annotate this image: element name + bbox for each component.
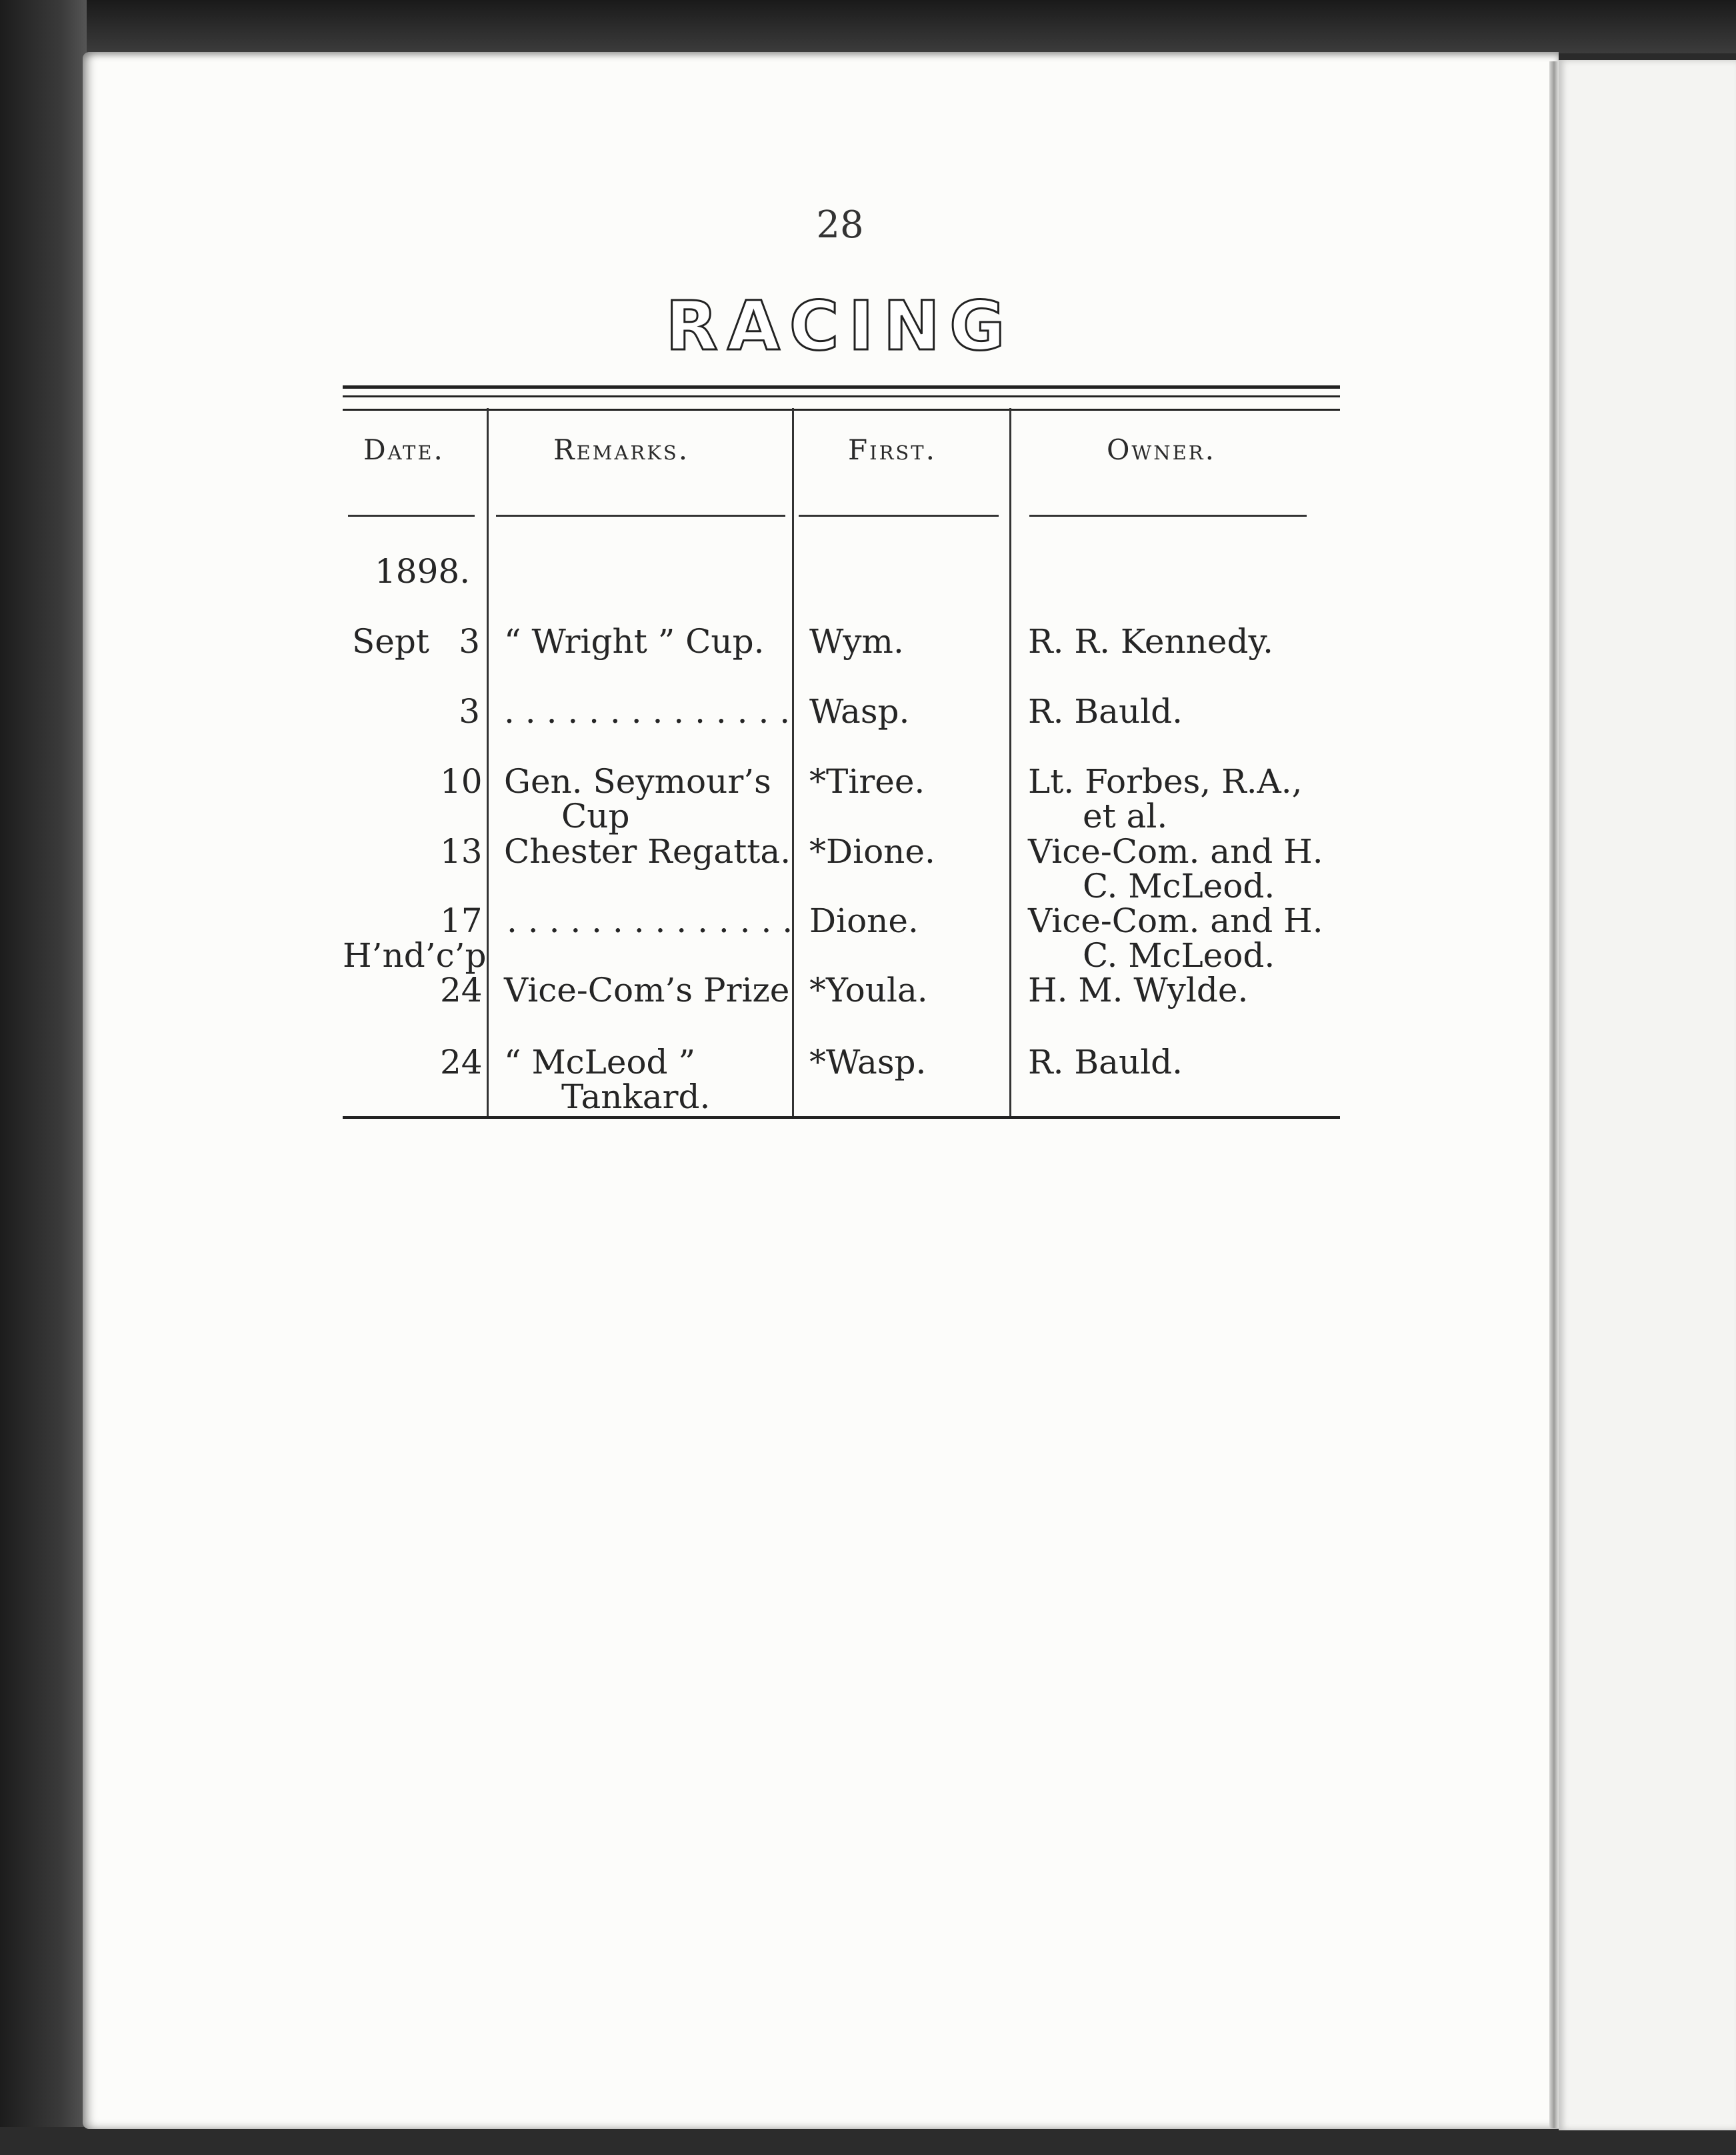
row-7-remarks-line-2: Tankard. <box>561 1078 711 1116</box>
scan-background-top <box>0 0 1736 53</box>
page-title: RACING <box>665 287 1015 366</box>
header-separator-date <box>348 515 475 517</box>
row-6-owner: H. M. Wylde. <box>1028 971 1249 1009</box>
table-bottom-rule <box>343 1116 1340 1119</box>
row-1-owner: R. R. Kennedy. <box>1028 622 1273 661</box>
row-4-first: *Dione. <box>809 832 935 871</box>
row-5-owner-line-2: C. McLeod. <box>1083 936 1275 975</box>
header-owner: Owner. <box>1107 433 1216 466</box>
row-4-owner-line-1: Vice-Com. and H. <box>1028 832 1323 871</box>
row-6-first: *Youla. <box>809 971 928 1009</box>
scan-background-bottom <box>0 2127 1736 2155</box>
scan-background-left <box>0 0 87 2155</box>
row-5-remarks: . . . . . . . . . . . . . . <box>507 901 793 940</box>
row-3-owner-line-1: Lt. Forbes, R.A., <box>1028 762 1303 801</box>
row-2-first: Wasp. <box>809 692 910 731</box>
row-5-day-note: H’nd’c’p <box>343 936 487 975</box>
table-top-rule <box>343 385 1340 411</box>
row-5-day: 17 <box>440 901 483 940</box>
row-7-owner: R. Bauld. <box>1028 1043 1183 1082</box>
row-3-day: 10 <box>440 762 483 801</box>
row-5-owner-line-1: Vice-Com. and H. <box>1028 901 1323 940</box>
column-divider-first <box>1009 408 1011 1116</box>
book-gutter <box>1549 61 1559 2128</box>
row-1-month: Sept <box>352 622 429 661</box>
year-label: 1898. <box>375 552 471 591</box>
header-first: First. <box>848 433 937 466</box>
row-4-remarks: Chester Regatta. <box>504 832 791 871</box>
page-number: 28 <box>816 203 864 247</box>
row-3-remarks-line-1: Gen. Seymour’s <box>504 762 771 801</box>
row-2-remarks: . . . . . . . . . . . . . . <box>504 692 791 731</box>
row-6-remarks: Vice-Com’s Prize <box>504 971 790 1009</box>
row-7-remarks-line-1: “ McLeod ” <box>504 1043 696 1082</box>
row-5-first: Dione. <box>809 901 919 940</box>
row-3-owner-line-2: et al. <box>1083 797 1168 835</box>
header-separator-first <box>799 515 999 517</box>
row-4-owner-line-2: C. McLeod. <box>1083 867 1275 905</box>
row-2-day: 3 <box>459 692 480 731</box>
row-2-owner: R. Bauld. <box>1028 692 1183 731</box>
column-divider-remarks <box>792 408 794 1116</box>
row-6-day: 24 <box>440 971 483 1009</box>
header-separator-remarks <box>496 515 785 517</box>
header-date: Date. <box>363 433 445 466</box>
row-7-day: 24 <box>440 1043 483 1082</box>
row-7-first: *Wasp. <box>809 1043 927 1082</box>
row-3-remarks-line-2: Cup <box>561 797 630 835</box>
facing-page <box>1559 60 1736 2130</box>
row-1-remarks: “ Wright ” Cup. <box>504 622 765 661</box>
row-1-first: Wym. <box>809 622 904 661</box>
row-4-day: 13 <box>440 832 483 871</box>
row-3-first: *Tiree. <box>809 762 925 801</box>
header-remarks: Remarks. <box>553 433 690 466</box>
header-separator-owner <box>1029 515 1307 517</box>
column-divider-date <box>487 408 489 1116</box>
row-1-day: 3 <box>459 622 480 661</box>
